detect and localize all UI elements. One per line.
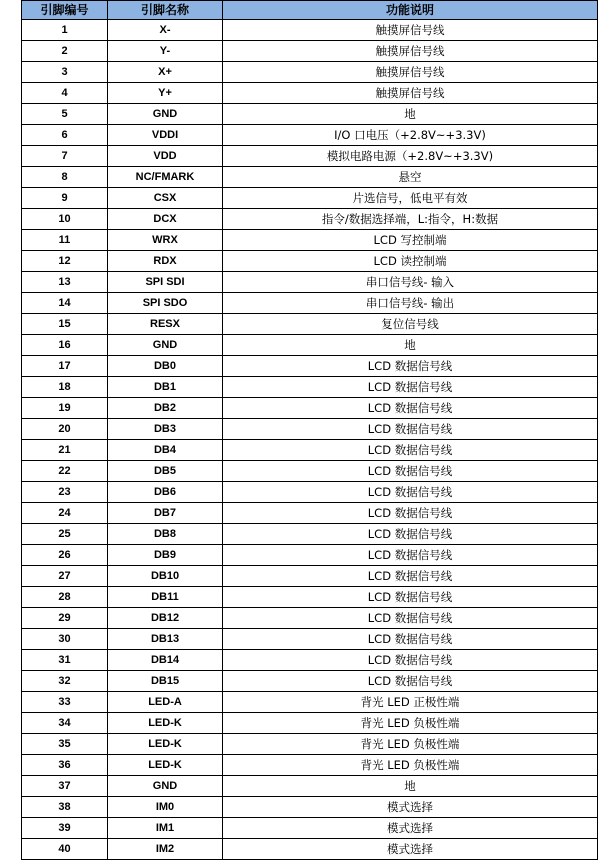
pin-function-cell: 模式选择 bbox=[223, 797, 598, 818]
pin-function-cell: I/O 口电压（+2.8V~+3.3V) bbox=[223, 125, 598, 146]
pin-name-cell: DB1 bbox=[108, 377, 223, 398]
pin-number-cell: 23 bbox=[22, 482, 108, 503]
table-row bbox=[22, 587, 598, 608]
pin-name-cell: LED-A bbox=[108, 692, 223, 713]
pin-function-cell: LCD 数据信号线 bbox=[223, 524, 598, 545]
pin-function-cell: LCD 数据信号线 bbox=[223, 398, 598, 419]
pin-name-cell: IM1 bbox=[108, 818, 223, 839]
pin-number-cell: 40 bbox=[22, 839, 108, 860]
pin-function-cell: 串口信号线- 输入 bbox=[223, 272, 598, 293]
pin-number-cell: 22 bbox=[22, 461, 108, 482]
pin-function-cell: LCD 数据信号线 bbox=[223, 419, 598, 440]
pin-function-cell: LCD 数据信号线 bbox=[223, 671, 598, 692]
pin-number-cell: 38 bbox=[22, 797, 108, 818]
table-row bbox=[22, 335, 598, 356]
pin-function-cell: LCD 数据信号线 bbox=[223, 608, 598, 629]
table-row bbox=[22, 83, 598, 104]
pin-name-cell: VDD bbox=[108, 146, 223, 167]
pin-definition-sheet bbox=[21, 0, 597, 860]
pin-number-cell: 21 bbox=[22, 440, 108, 461]
pin-function-cell: 地 bbox=[223, 104, 598, 125]
pin-name-cell: GND bbox=[108, 104, 223, 125]
pin-number-cell: 34 bbox=[22, 713, 108, 734]
table-row bbox=[22, 650, 598, 671]
table-row bbox=[22, 461, 598, 482]
pin-function-cell: LCD 数据信号线 bbox=[223, 566, 598, 587]
table-row bbox=[22, 314, 598, 335]
pin-function-cell: 复位信号线 bbox=[223, 314, 598, 335]
pin-function-cell: LCD 数据信号线 bbox=[223, 650, 598, 671]
pin-name-cell: WRX bbox=[108, 230, 223, 251]
table-row bbox=[22, 272, 598, 293]
pin-number-cell: 20 bbox=[22, 419, 108, 440]
pin-function-cell: LCD 数据信号线 bbox=[223, 629, 598, 650]
pin-number-cell: 37 bbox=[22, 776, 108, 797]
pin-name-cell: Y- bbox=[108, 41, 223, 62]
pin-function-cell: 触摸屏信号线 bbox=[223, 41, 598, 62]
pin-name-cell: DB10 bbox=[108, 566, 223, 587]
table-row bbox=[22, 251, 598, 272]
pin-number-cell: 9 bbox=[22, 188, 108, 209]
table-row bbox=[22, 482, 598, 503]
table-row bbox=[22, 230, 598, 251]
pin-number-cell: 28 bbox=[22, 587, 108, 608]
pin-number-cell: 24 bbox=[22, 503, 108, 524]
pin-number-cell: 8 bbox=[22, 167, 108, 188]
pin-number-cell: 16 bbox=[22, 335, 108, 356]
pin-function-cell: LCD 数据信号线 bbox=[223, 482, 598, 503]
pin-name-cell: SPI SDO bbox=[108, 293, 223, 314]
pin-function-cell: LCD 写控制端 bbox=[223, 230, 598, 251]
table-row bbox=[22, 293, 598, 314]
pin-name-cell: RDX bbox=[108, 251, 223, 272]
table-body bbox=[22, 20, 598, 860]
header-row bbox=[22, 1, 598, 20]
pin-number-cell: 6 bbox=[22, 125, 108, 146]
pin-name-cell: CSX bbox=[108, 188, 223, 209]
pin-number-cell: 30 bbox=[22, 629, 108, 650]
pin-function-cell: 模式选择 bbox=[223, 818, 598, 839]
pin-function-cell: 背光 LED 负极性端 bbox=[223, 734, 598, 755]
table-row bbox=[22, 692, 598, 713]
pin-number-cell: 1 bbox=[22, 20, 108, 41]
pin-definition-table bbox=[21, 0, 598, 860]
table-row bbox=[22, 377, 598, 398]
pin-name-cell: DB8 bbox=[108, 524, 223, 545]
pin-name-cell: DCX bbox=[108, 209, 223, 230]
pin-name-cell: DB13 bbox=[108, 629, 223, 650]
pin-function-cell: 片选信号，低电平有效 bbox=[223, 188, 598, 209]
pin-number-cell: 13 bbox=[22, 272, 108, 293]
header-pin-name: 引脚名称 bbox=[108, 1, 223, 20]
table-row bbox=[22, 776, 598, 797]
pin-number-cell: 18 bbox=[22, 377, 108, 398]
pin-name-cell: DB4 bbox=[108, 440, 223, 461]
pin-number-cell: 17 bbox=[22, 356, 108, 377]
pin-number-cell: 31 bbox=[22, 650, 108, 671]
pin-number-cell: 36 bbox=[22, 755, 108, 776]
pin-name-cell: SPI SDI bbox=[108, 272, 223, 293]
pin-number-cell: 5 bbox=[22, 104, 108, 125]
pin-name-cell: LED-K bbox=[108, 755, 223, 776]
pin-name-cell: IM2 bbox=[108, 839, 223, 860]
pin-number-cell: 32 bbox=[22, 671, 108, 692]
table-row bbox=[22, 62, 598, 83]
pin-number-cell: 29 bbox=[22, 608, 108, 629]
pin-function-cell: 串口信号线- 输出 bbox=[223, 293, 598, 314]
table-row bbox=[22, 440, 598, 461]
table-header bbox=[22, 1, 598, 20]
table-row bbox=[22, 356, 598, 377]
pin-name-cell: RESX bbox=[108, 314, 223, 335]
table-row bbox=[22, 713, 598, 734]
pin-number-cell: 39 bbox=[22, 818, 108, 839]
pin-number-cell: 27 bbox=[22, 566, 108, 587]
pin-name-cell: X+ bbox=[108, 62, 223, 83]
pin-name-cell: X- bbox=[108, 20, 223, 41]
pin-name-cell: DB11 bbox=[108, 587, 223, 608]
table-row bbox=[22, 755, 598, 776]
table-row bbox=[22, 104, 598, 125]
table-row bbox=[22, 629, 598, 650]
pin-number-cell: 26 bbox=[22, 545, 108, 566]
pin-number-cell: 4 bbox=[22, 83, 108, 104]
pin-function-cell: LCD 数据信号线 bbox=[223, 503, 598, 524]
pin-number-cell: 7 bbox=[22, 146, 108, 167]
pin-name-cell: Y+ bbox=[108, 83, 223, 104]
pin-function-cell: LCD 数据信号线 bbox=[223, 461, 598, 482]
pin-number-cell: 35 bbox=[22, 734, 108, 755]
pin-function-cell: 背光 LED 负极性端 bbox=[223, 713, 598, 734]
pin-name-cell: DB12 bbox=[108, 608, 223, 629]
table-row bbox=[22, 818, 598, 839]
pin-function-cell: 悬空 bbox=[223, 167, 598, 188]
header-pin-number: 引脚编号 bbox=[22, 1, 108, 20]
pin-name-cell: LED-K bbox=[108, 734, 223, 755]
table-row bbox=[22, 734, 598, 755]
pin-name-cell: GND bbox=[108, 776, 223, 797]
pin-function-cell: LCD 数据信号线 bbox=[223, 377, 598, 398]
header-function-description: 功能说明 bbox=[223, 1, 598, 20]
pin-function-cell: LCD 数据信号线 bbox=[223, 440, 598, 461]
pin-name-cell: IM0 bbox=[108, 797, 223, 818]
pin-function-cell: LCD 读控制端 bbox=[223, 251, 598, 272]
pin-function-cell: LCD 数据信号线 bbox=[223, 587, 598, 608]
pin-function-cell: LCD 数据信号线 bbox=[223, 356, 598, 377]
pin-function-cell: LCD 数据信号线 bbox=[223, 545, 598, 566]
pin-number-cell: 2 bbox=[22, 41, 108, 62]
pin-name-cell: LED-K bbox=[108, 713, 223, 734]
table-row bbox=[22, 188, 598, 209]
table-row bbox=[22, 524, 598, 545]
pin-name-cell: DB2 bbox=[108, 398, 223, 419]
pin-function-cell: 地 bbox=[223, 335, 598, 356]
pin-number-cell: 10 bbox=[22, 209, 108, 230]
table-row bbox=[22, 20, 598, 41]
pin-name-cell: DB6 bbox=[108, 482, 223, 503]
pin-number-cell: 19 bbox=[22, 398, 108, 419]
table-row bbox=[22, 41, 598, 62]
pin-number-cell: 15 bbox=[22, 314, 108, 335]
pin-number-cell: 14 bbox=[22, 293, 108, 314]
pin-function-cell: 背光 LED 正极性端 bbox=[223, 692, 598, 713]
pin-name-cell: DB15 bbox=[108, 671, 223, 692]
table-row bbox=[22, 503, 598, 524]
table-row bbox=[22, 125, 598, 146]
pin-number-cell: 11 bbox=[22, 230, 108, 251]
pin-function-cell: 指令/数据选择端，L:指令，H:数据 bbox=[223, 209, 598, 230]
table-row bbox=[22, 398, 598, 419]
pin-name-cell: NC/FMARK bbox=[108, 167, 223, 188]
pin-name-cell: VDDI bbox=[108, 125, 223, 146]
pin-name-cell: DB5 bbox=[108, 461, 223, 482]
pin-number-cell: 33 bbox=[22, 692, 108, 713]
table-row bbox=[22, 608, 598, 629]
pin-function-cell: 触摸屏信号线 bbox=[223, 62, 598, 83]
table-row bbox=[22, 566, 598, 587]
table-row bbox=[22, 146, 598, 167]
pin-name-cell: DB0 bbox=[108, 356, 223, 377]
table-row bbox=[22, 671, 598, 692]
pin-number-cell: 12 bbox=[22, 251, 108, 272]
pin-number-cell: 25 bbox=[22, 524, 108, 545]
pin-function-cell: 模拟电路电源（+2.8V~+3.3V) bbox=[223, 146, 598, 167]
pin-name-cell: DB7 bbox=[108, 503, 223, 524]
pin-name-cell: DB14 bbox=[108, 650, 223, 671]
pin-function-cell: 触摸屏信号线 bbox=[223, 83, 598, 104]
table-row bbox=[22, 419, 598, 440]
table-row bbox=[22, 167, 598, 188]
table-row bbox=[22, 839, 598, 860]
pin-function-cell: 触摸屏信号线 bbox=[223, 20, 598, 41]
table-row bbox=[22, 209, 598, 230]
table-row bbox=[22, 797, 598, 818]
pin-name-cell: GND bbox=[108, 335, 223, 356]
table-row bbox=[22, 545, 598, 566]
pin-function-cell: 模式选择 bbox=[223, 839, 598, 860]
pin-name-cell: DB9 bbox=[108, 545, 223, 566]
pin-number-cell: 3 bbox=[22, 62, 108, 83]
pin-name-cell: DB3 bbox=[108, 419, 223, 440]
pin-function-cell: 背光 LED 负极性端 bbox=[223, 755, 598, 776]
pin-function-cell: 地 bbox=[223, 776, 598, 797]
